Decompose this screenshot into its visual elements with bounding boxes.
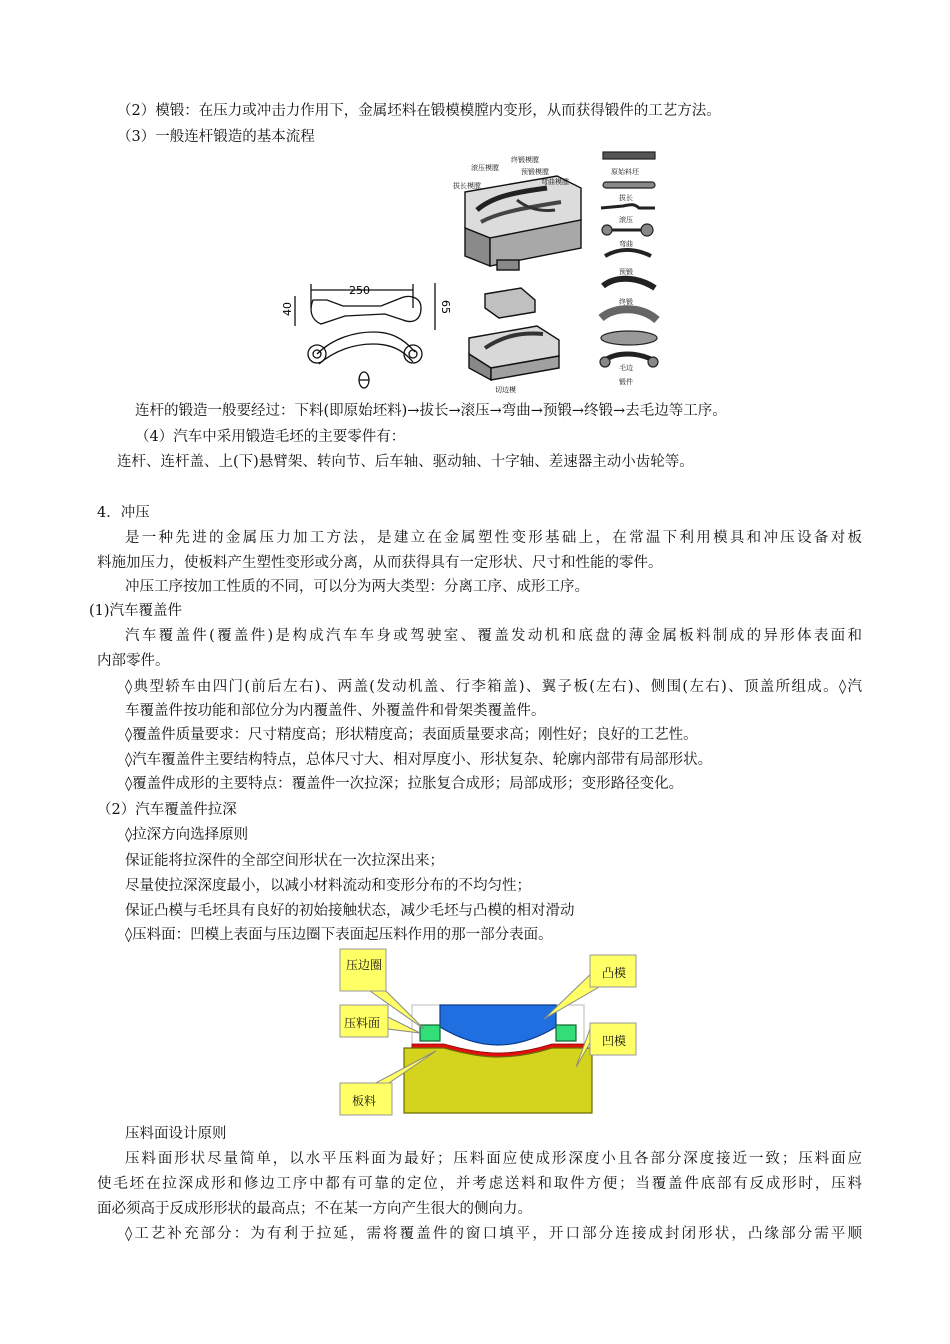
forging-stages <box>600 152 658 367</box>
draw-die-schematic <box>336 947 662 1117</box>
connecting-rod-forging-figure <box>281 148 677 394</box>
trim-die-label: 切边模 <box>495 386 516 394</box>
rod-dimension-drawing <box>295 283 435 388</box>
paragraph-stamping-types: 冲压工序按加工性质的不同，可以分为两大类型：分离工序、成形工序。 <box>125 579 589 595</box>
dim-length-label: 250 <box>349 284 370 297</box>
paragraph-parts-list: 连杆、连杆盖、上(下)悬臂架、转向节、后车轴、驱动轴、十字轴、差速器主动小齿轮等。 <box>117 454 694 470</box>
label-blank-holder: 压边圈 <box>346 958 383 972</box>
die-label-bend: 弯曲模膛 <box>541 178 569 186</box>
punch-shape <box>440 1005 556 1045</box>
paragraph-rod-process: 连杆的锻造一般要经过：下料(即原始坯料)→拔长→滚压→弯曲→预锻→终锻→去毛边等工序。 <box>135 403 727 419</box>
stage-label-6: 毛边 <box>619 364 633 372</box>
forging-die-block <box>465 176 581 270</box>
paragraph-cover-def-2: 内部零件。 <box>97 653 170 669</box>
paragraph-stamping-def-1: 是一种先进的金属压力加工方法，是建立在金属塑性变形基础上，在常温下利用模具和冲压设备对板 <box>125 530 862 546</box>
bullet-structure-features: ◊汽车覆盖件主要结构特点，总体尺寸大、相对厚度小、形状复杂、轮廓内部带有局部形状。 <box>125 752 713 768</box>
drawing-direction-rule-3: 保证凸模与毛坯具有良好的初始接触状态，减少毛坯与凸模的相对滑动 <box>125 903 575 919</box>
binder-design-text-3: 面必须高于反成形形状的最高点；不在某一方向产生很大的侧向力。 <box>97 1201 532 1217</box>
binder-design-title: 压料面设计原则 <box>125 1126 227 1142</box>
holder-right-shape <box>556 1025 576 1041</box>
stage-label-4: 预锻 <box>619 268 633 276</box>
paragraph-stamping-def-2: 料施加压力，使板料产生塑性变形或分离，从而获得具有一定形状、尺寸和性能的零件。 <box>97 555 663 571</box>
bullet-sedan-parts-2: 车覆盖件按功能和部位分为内覆盖件、外覆盖件和骨架类覆盖件。 <box>125 703 546 719</box>
process-addendum-text: ◊工艺补充部分：为有利于拉延，需将覆盖件的窗口填平，开口部分连接成封闭形状，凸缘部分需平顺 <box>125 1226 862 1242</box>
subheading-cover-drawing: （2）汽车覆盖件拉深 <box>97 802 237 818</box>
die-label-pre: 预锻模膛 <box>521 168 549 176</box>
bullet-quality-requirements: ◊覆盖件质量要求：尺寸精度高；形状精度高；表面质量要求高；刚性好；良好的工艺性。 <box>125 727 698 743</box>
die-label-gather: 滚压模膛 <box>471 164 499 172</box>
die-label-finish: 终锻模膛 <box>511 156 539 164</box>
paragraph-cover-def-1: 汽车覆盖件(覆盖件)是构成汽车车身或驾驶室、覆盖发动机和底盘的薄金属板料制成的异形体表面和 <box>125 628 862 644</box>
paragraph-die-forging: （2）模锻：在压力或冲击力作用下，金属坯料在锻模模膛内变形，从而获得锻件的工艺方法。 <box>117 103 721 119</box>
trimming-die <box>469 288 559 380</box>
stage-label-3: 弯曲 <box>619 240 633 248</box>
die-label-draw: 拔长模膛 <box>453 182 481 190</box>
label-die: 凹模 <box>602 1034 627 1048</box>
label-sheet: 板料 <box>352 1094 377 1108</box>
stage-label-0: 原始料坯 <box>611 168 639 176</box>
dim-height-right-label: 65 <box>439 300 452 314</box>
binder-surface-definition: ◊压料面：凹模上表面与压边圈下表面起压料作用的那一部分表面。 <box>125 927 553 943</box>
subheading-cover-parts: (1)汽车覆盖件 <box>89 603 183 619</box>
drawing-direction-rule-2: 尽量使拉深深度最小，以减小材料流动和变形分布的不均匀性； <box>125 878 531 894</box>
bullet-sedan-parts-1: ◊典型轿车由四门(前后左右)、两盖(发动机盖、行李箱盖)、翼子板(左右)、侧围(左右)、顶盖所组成。◊汽 <box>125 679 862 695</box>
bullet-forming-features: ◊覆盖件成形的主要特点：覆盖件一次拉深；拉胀复合成形；局部成形；变形路径变化。 <box>125 776 684 792</box>
label-punch: 凸模 <box>602 966 627 980</box>
stage-label-5: 终锻 <box>619 298 633 306</box>
stage-label-7: 锻件 <box>619 378 633 386</box>
binder-design-text-1: 压料面形状尽量简单，以水平压料面为最好；压料面应使成形深度小且各部分深度接近一致；压料面应 <box>125 1151 862 1167</box>
stage-label-2: 滚压 <box>619 216 633 224</box>
dim-height-left-label: 40 <box>281 302 294 316</box>
paragraph-parts-title: （4）汽车中采用锻造毛坯的主要零件有： <box>135 429 406 445</box>
paragraph-flow-title: （3）一般连杆锻造的基本流程 <box>117 129 315 145</box>
section-heading-stamping: 4．冲压 <box>97 505 150 521</box>
drawing-direction-rule-1: 保证能将拉深件的全部空间形状在一次拉深出来； <box>125 853 444 869</box>
label-binder-surface: 压料面 <box>344 1016 381 1030</box>
drawing-direction-title: ◊拉深方向选择原则 <box>125 827 249 843</box>
die-shape <box>404 1048 592 1113</box>
binder-design-text-2: 使毛坯在拉深成形和修边工序中都有可靠的定位，并考虑送料和取件方便；当覆盖件底部有反成形时，压料 <box>97 1176 862 1192</box>
stage-label-1: 拔长 <box>619 194 633 202</box>
